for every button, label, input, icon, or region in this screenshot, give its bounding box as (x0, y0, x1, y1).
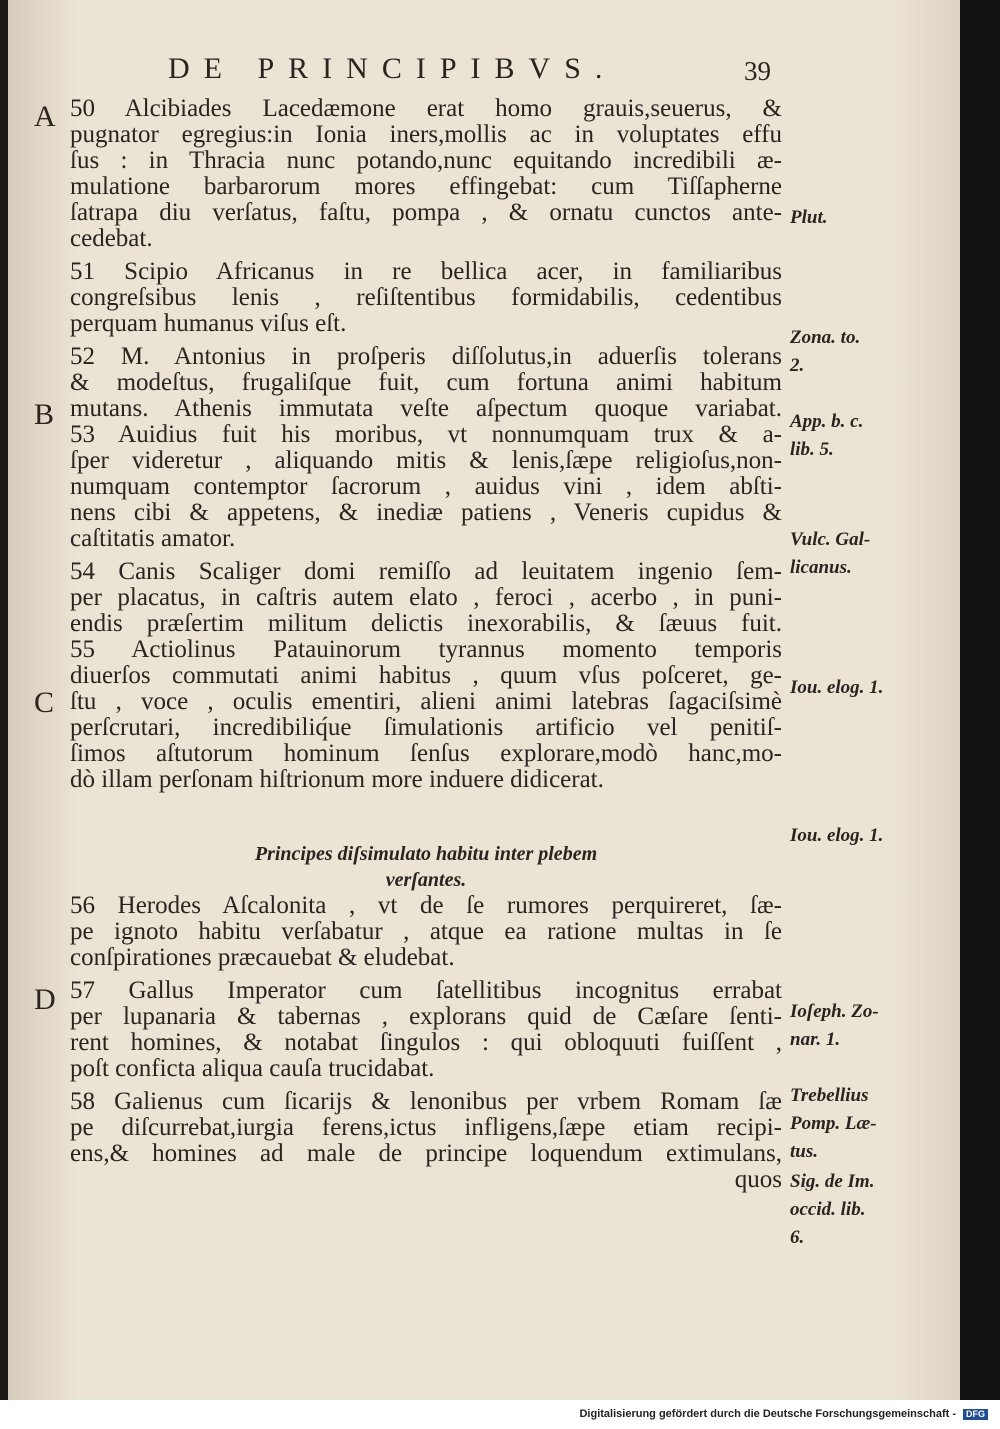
section-letter-d: D (34, 983, 56, 1016)
text-line: ſtu , voce , oculis ementiri, alieni animi latebras ſagaciſsimè (70, 689, 782, 715)
page-edge-shadow (960, 0, 1000, 1400)
text-line: ſimos aſtutorum hominum ſenſus explorare,modò hanc,mo- (70, 741, 782, 767)
section-letter-a: A (34, 100, 56, 133)
text-line: 50 Alcibiades Lacedæmone erat homo grauis,seuerus, & (70, 96, 782, 122)
text-line: pugnator egregius:in Ionia iners,mollis ac in voluptates effu (70, 122, 782, 148)
text-line: 57 Gallus Imperator cum ſatellitibus incognitus errabat (70, 978, 782, 1004)
text-line: mutans. Athenis immutata veſte aſpectum quoque variabat. (70, 396, 782, 422)
marginal-reference: Trebellius (790, 1085, 869, 1106)
text-line: per placatus, in caſtris autem elato , feroci , acerbo , in puni- (70, 585, 782, 611)
text-line: congreſsibus lenis , reſiſtentibus formidabilis, cedentibus (70, 285, 782, 311)
text-line: poſt conficta aliqua cauſa trucidabat. (70, 1056, 435, 1082)
text-line: ſus : in Thracia nunc potando,nunc equitando incredibili æ- (70, 148, 782, 174)
marginal-reference: Pomp. Læ- (790, 1113, 877, 1134)
marginal-reference: Iou. elog. 1. (790, 677, 884, 698)
page-number: 39 (744, 56, 771, 86)
text-line: ſatrapa diu verſatus, faſtu, pompa , & ornatu cunctos ante- (70, 200, 782, 226)
marginal-reference: occid. lib. (790, 1199, 866, 1220)
catchword: quos (734, 1167, 782, 1193)
marginal-reference: 2. (790, 355, 805, 376)
text-line: numquam contemptor ſacrorum , auidus vini , idem abſti- (70, 474, 782, 500)
marginal-reference: lib. 5. (790, 439, 834, 460)
running-head: DE PRINCIPIBVS. (168, 52, 617, 85)
section-heading: Principes diſsimulato habitu inter plebem (254, 843, 598, 865)
footer-bar (0, 1400, 1000, 1429)
text-line: mulatione barbarorum mores effingebat: cum Tiſſapherne (70, 174, 782, 200)
book-page (8, 0, 960, 1400)
footer-credit: Digitalisierung gefördert durch die Deutsche Forschungsgemeinschaft - (579, 1408, 956, 1420)
marginal-reference: App. b. c. (790, 411, 864, 432)
marginal-reference: Iou. elog. 1. (790, 825, 884, 846)
text-line: & modeſtus, frugaliſque fuit, cum fortuna animi habitum (70, 370, 782, 396)
marginal-reference: licanus. (790, 557, 852, 578)
text-line: pe ignoto habitu verſabatur , atque ea ratione multas in ſe (70, 919, 782, 945)
dfg-logo-icon: DFG (963, 1409, 988, 1420)
text-line: dò illam perſonam hiſtrionum more induere didicerat. (70, 767, 604, 793)
text-line: pe diſcurrebat,iurgia ferens,ictus infligens,ſæpe etiam recipi- (70, 1115, 782, 1141)
text-line: 54 Canis Scaliger domi remiſſo ad leuitatem ingenio ſem- (70, 559, 782, 585)
body-text (70, 96, 782, 1193)
text-line: cedebat. (70, 226, 153, 252)
text-line: 53 Auidius fuit his moribus, vt nonnumquam trux & a- (70, 422, 782, 448)
text-line: 51 Scipio Africanus in re bellica acer, in familiaribus (70, 259, 782, 285)
text-line: 58 Galienus cum ſicarijs & lenonibus per vrbem Romam ſæ (70, 1089, 782, 1115)
marginal-reference: nar. 1. (790, 1029, 841, 1050)
text-line: perſcrutari, incredibiliq́ue ſimulationis artificio vel penitiſ- (70, 715, 782, 741)
text-line: 52 M. Antonius in proſperis diſſolutus,in aduerſis tolerans (70, 344, 782, 370)
text-line: 56 Herodes Aſcalonita , vt de ſe rumores perquireret, ſæ- (70, 893, 782, 919)
text-line: nens cibi & appetens, & inediæ patiens , Veneris cupidus & (70, 500, 782, 526)
marginal-reference: Ioſeph. Zo- (790, 1001, 879, 1022)
marginal-reference: Zona. to. (790, 327, 861, 348)
marginal-reference: tus. (790, 1141, 818, 1162)
marginal-reference: 6. (790, 1227, 805, 1248)
text-line: endis præſertim militum delictis inexorabilis, & ſæuus fuit. (70, 611, 782, 637)
marginal-reference: Vulc. Gal- (790, 529, 871, 550)
marginal-reference: Sig. de Im. (790, 1171, 875, 1192)
text-line: 55 Actiolinus Patauinorum tyrannus momento temporis (70, 637, 782, 663)
section-heading: verſantes. (385, 869, 467, 891)
text-line: caſtitatis amator. (70, 526, 236, 552)
text-line: rent homines, & notabat ſingulos : qui obloquuti fuiſſent , (70, 1030, 782, 1056)
text-line: ſper videretur , aliquando mitis & lenis,ſæpe religioſus,non- (70, 448, 782, 474)
text-line: perquam humanus viſus eſt. (70, 311, 347, 337)
marginal-reference: Plut. (790, 207, 828, 228)
text-line: per lupanaria & tabernas , explorans quid de Cæſare ſenti- (70, 1004, 782, 1030)
text-line: diuerſos commutati animi habitus , quum vſus poſceret, ge- (70, 663, 782, 689)
section-letter-c: C (34, 686, 55, 719)
text-line: ens,& homines ad male de principe loquendum extimulans, (70, 1141, 782, 1167)
section-letter-b: B (34, 398, 55, 431)
text-line: conſpirationes præcauebat & eludebat. (70, 945, 455, 971)
